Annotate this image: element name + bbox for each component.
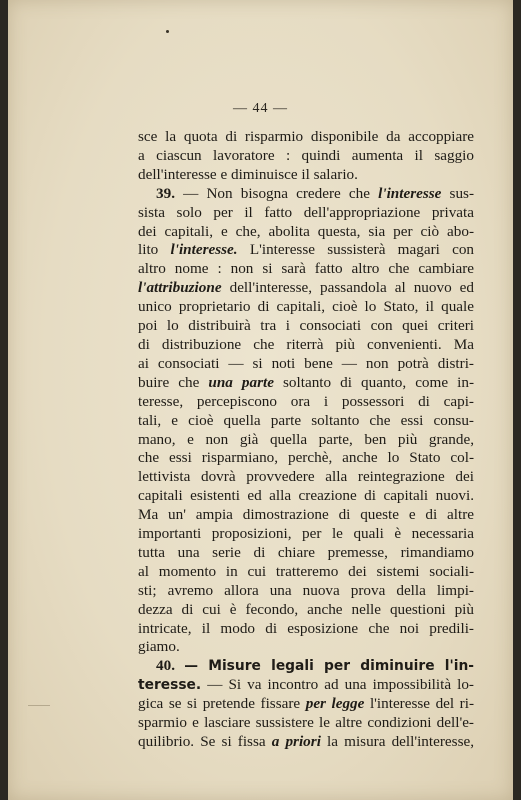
text-line: dezza di cui è fecondo, anche nelle questioni più [138,600,474,618]
text-line: teresse, percepiscono ora i possessori di capi- [138,392,474,410]
text-line: quilibrio. Se si fissa a priori la misura dell'interesse, [138,733,475,750]
book-page [8,0,513,800]
text-line: l'attribuzione dell'interesse, passandola al nuovo ed [138,279,475,297]
section-title: — Misure legali per diminuire l'in- [184,658,474,675]
text-line: poi lo distribuirà tra i consociati con quei criteri [138,317,474,335]
text-line: gica se si pretende fissare per legge l'interesse del ri- [138,695,475,713]
text-line: dell'interesse e diminuisce il salario. [138,165,358,183]
text-line: teresse. — Si va incontro ad una impossibilità lo- [138,676,474,694]
section-title: teresse. [138,677,202,694]
text-line: dei capitali, e che, abolita questa, sia per ciò abo- [138,222,474,240]
text-line: intricate, il modo di esposizione che noi predili- [138,619,474,637]
text-line: tali, e cioè quella parte soltanto che essi consu- [138,411,474,429]
text-line: sparmio e lasciare sussistere le altre condizioni dell'e- [138,714,474,732]
text-line: mano, e non già quella parte, ben più grande, [138,430,474,448]
text-line: sce la quota di risparmio disponibile da accoppiare [138,128,474,145]
paper-mark [28,705,50,706]
text-line: giamo. [138,638,180,656]
body-text [138,128,474,752]
text-line: importanti proposizioni, per le quali è necessaria [138,525,474,543]
section-40-heading [138,657,474,676]
text-line: Ma un' ampia dimostrazione di queste e di altre [138,506,474,524]
text-line: lettivista dovrà provvedere alla reintegrazione dei [138,468,474,486]
text-line: altro nome : non si sarà fatto altro che cambiare [138,260,474,278]
text-line: a ciascun lavoratore : quindi aumenta il saggio [138,146,474,164]
section-39-line: 39. — Non bisogna credere che l'interesse sus- [156,184,475,202]
text-line: unico proprietario di capitali, cioè lo Stato, il quale [138,298,474,316]
text-line: al momento in cui tratteremo dei sistemi sociali- [138,562,474,580]
text-line: che essi risparmiano, perchè, anche lo Stato col- [138,449,474,467]
section-number: 39. [156,184,175,202]
section-number: 40. [156,657,175,675]
text-line: capitali esistenti ed alla creazione di capitali nuovi. [138,487,474,505]
text-line: sti; avremo allora una nuova prova della limpi- [138,581,474,599]
text-line: ai consociati — si noti bene — non potrà distri- [138,354,474,372]
text-line: lito l'interesse. L'interesse sussisterà magari con [138,241,475,259]
text-line: sista solo per il fatto dell'appropriazione privata [138,203,474,221]
text-line: buire che una parte soltanto di quanto, come in- [138,373,474,391]
text-line: di distribuzione che riterrà più convenienti. Ma [138,335,474,353]
page-number: — 44 — [233,101,288,116]
ink-speck [166,30,169,33]
text-line: tutta una serie di chiare premesse, rimandiamo [138,543,474,561]
